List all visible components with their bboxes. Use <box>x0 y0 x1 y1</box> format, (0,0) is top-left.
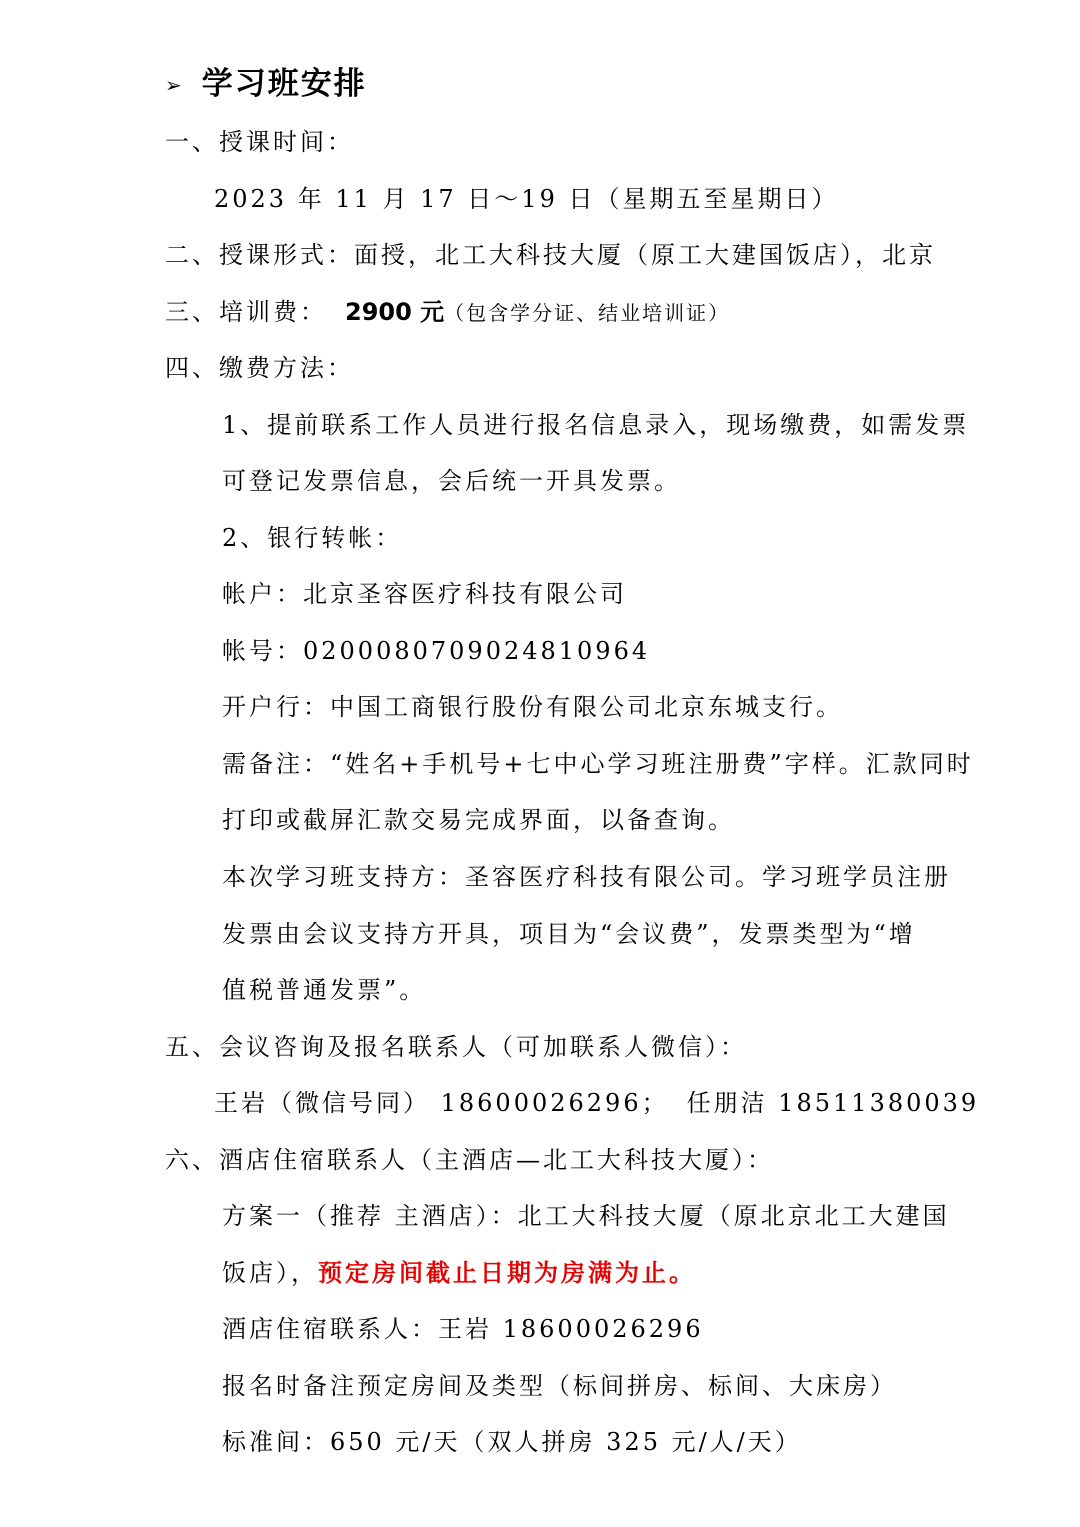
account-name: 帐户：北京圣容医疗科技有限公司 <box>222 580 627 608</box>
section-title <box>165 64 367 105</box>
contact-heading: 五、会议咨询及报名联系人（可加联系人微信）： <box>165 1033 747 1061</box>
bank-name: 开户行：中国工商银行股份有限公司北京东城支行。 <box>222 693 843 721</box>
payment-item-1-line1: 1、提前联系工作人员进行报名信息录入，现场缴费，如需发票 <box>222 411 970 439</box>
hotel-plan-line2 <box>222 1257 696 1289</box>
fee-amount: 2900 元 <box>345 298 445 326</box>
remark-line1: 需备注：“姓名+手机号+七中心学习班注册费”字样。汇款同时 <box>222 750 974 778</box>
support-line3: 值税普通发票”。 <box>222 976 427 1004</box>
arrow-bullet-icon: ➢ <box>165 73 184 97</box>
remark-line2: 打印或截屏汇款交易完成界面，以备查询。 <box>222 806 735 834</box>
fee-line <box>165 296 730 329</box>
standard-room-price: 标准间：650 元/天（双人拼房 325 元/人/天） <box>222 1428 802 1456</box>
account-number: 帐号：0200080709024810964 <box>222 637 651 665</box>
schedule-date: 2023 年 11 月 17 日～19 日（星期五至星期日） <box>214 185 839 213</box>
format-line: 二、授课形式：面授，北工大科技大厦（原工大建国饭店），北京 <box>165 241 936 269</box>
contact-line <box>214 1087 979 1119</box>
title-text: 学习班安排 <box>201 66 367 102</box>
schedule-heading: 一、授课时间： <box>165 128 354 156</box>
hotel-contact: 酒店住宿联系人：王岩 18600026296 <box>222 1315 704 1343</box>
hotel-heading: 六、酒店住宿联系人（主酒店—北工大科技大厦）： <box>165 1146 774 1174</box>
payment-heading: 四、缴费方法： <box>165 354 354 382</box>
hotel-plan-line1: 方案一（推荐 主酒店）：北工大科技大厦（原北京北工大建国 <box>222 1202 950 1230</box>
booking-deadline-notice: 预定房间截止日期为房满为止。 <box>318 1258 696 1287</box>
payment-item-2: 2、银行转帐： <box>222 524 403 552</box>
fee-label: 三、培训费： <box>165 298 327 326</box>
payment-item-1-line2: 可登记发票信息，会后统一开具发票。 <box>222 467 681 495</box>
booking-note: 报名时备注预定房间及类型（标间拼房、标间、大床房） <box>222 1372 897 1400</box>
support-line1: 本次学习班支持方：圣容医疗科技有限公司。学习班学员注册 <box>222 863 951 891</box>
hotel-plan-text: 饭店）， <box>222 1259 318 1287</box>
contact-ren: 任朋洁 18511380039 <box>686 1089 980 1117</box>
support-line2: 发票由会议支持方开具，项目为“会议费”，发票类型为“增 <box>222 920 916 948</box>
fee-note: （包含学分证、结业培训证） <box>444 301 731 325</box>
contact-wang: 王岩（微信号同） 18600026296； <box>214 1089 669 1117</box>
